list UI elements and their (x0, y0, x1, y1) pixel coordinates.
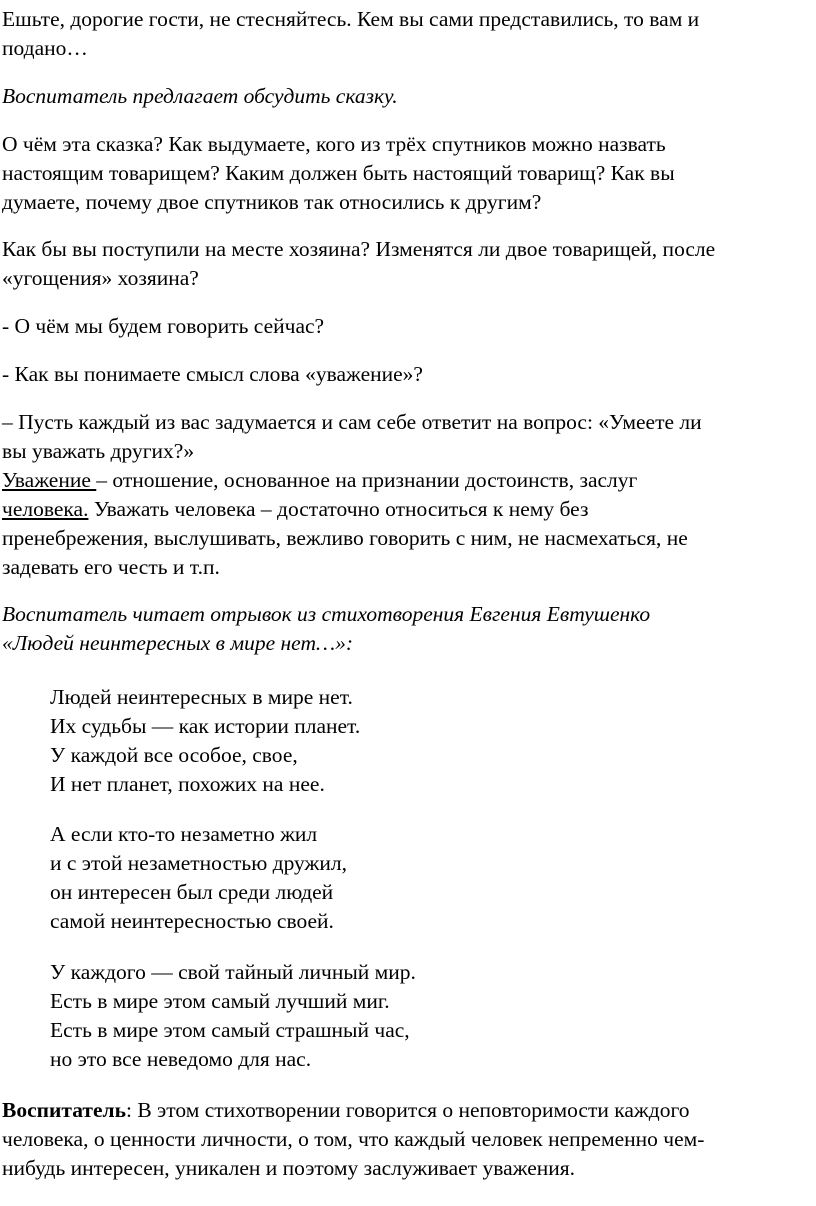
definition-line-1 (2, 466, 637, 495)
educator-note-poem-line-1: Воспитатель читает отрывок из стихотворения Евгения Евтушенко (2, 602, 651, 626)
poem-stanza-3-line-2: Есть в мире этом самый лучший миг. (50, 989, 390, 1013)
poem-stanza-1-line-3: У каждой все особое, свое, (50, 743, 298, 767)
definition-text: – отношение, основанное на признании достоинств, заслуг (96, 468, 638, 492)
poem-stanza-2-line-4: самой неинтересностью своей. (50, 909, 334, 933)
poem-stanza-2-line-3: он интересен был среди людей (50, 880, 334, 904)
educator-note-poem-line-2: «Людей неинтересных в мире нет…»: (2, 631, 353, 655)
host-question-line-1: Как бы вы поступили на месте хозяина? Изменятся ли двое товарищей, после (2, 237, 716, 261)
question-topic: - О чём мы будем говорить сейчас? (2, 314, 325, 338)
definition-line-2 (2, 495, 588, 524)
poem-stanza-1-line-1: Людей неинтересных в мире нет. (50, 685, 353, 709)
conclusion-text: : В этом стихотворении говорится о неповторимости каждого (125, 1098, 690, 1122)
definition-line-2-text: Уважать человека – достаточно относиться к нему без (88, 497, 589, 521)
questions-line-1: О чём эта сказка? Как выдумаете, кого из трёх спутников можно назвать (2, 132, 666, 156)
conclusion-line-2: человека, о ценности личности, о том, что каждый человек непременно чем- (2, 1127, 705, 1151)
paragraph-1-line-2: подано… (2, 36, 88, 60)
paragraph-1-line-1: Ешьте, дорогие гости, не стесняйтесь. Кем вы сами представились, то вам и (2, 7, 700, 31)
poem-stanza-2-line-1: А если кто-то незаметно жил (50, 822, 318, 846)
definition-line-4: задевать его честь и т.п. (2, 555, 220, 579)
question-respect-meaning: - Как вы понимаете смысл слова «уважение»? (2, 362, 423, 386)
poem-stanza-1-line-4: И нет планет, похожих на нее. (50, 772, 325, 796)
poem-stanza-2-line-2: и с этой незаметностью дружил, (50, 851, 347, 875)
reflection-line-2: вы уважать других?» (2, 439, 195, 463)
definition-term: Уважение (2, 468, 97, 492)
conclusion-line-1 (2, 1096, 690, 1125)
host-question-line-2: «угощения» хозяина? (2, 266, 199, 290)
poem-stanza-3-line-3: Есть в мире этом самый страшный час, (50, 1018, 410, 1042)
poem-stanza-3-line-1: У каждого — свой тайный личный мир. (50, 960, 416, 984)
poem-stanza-1-line-2: Их судьбы — как истории планет. (50, 714, 361, 738)
poem-stanza-3-line-4: но это все неведомо для нас. (50, 1047, 312, 1071)
questions-line-3: думаете, почему двое спутников так относились к другим? (2, 190, 542, 214)
conclusion-line-3: нибудь интересен, уникален и поэтому заслуживает уважения. (2, 1156, 576, 1180)
reflection-line-1: – Пусть каждый из вас задумается и сам себе ответит на вопрос: «Умеете ли (2, 410, 702, 434)
educator-note-discuss: Воспитатель предлагает обсудить сказку. (2, 84, 398, 108)
questions-line-2: настоящим товарищем? Каким должен быть настоящий товарищ? Как вы (2, 161, 675, 185)
speaker-label: Воспитатель (2, 1098, 126, 1122)
definition-line-3: пренебрежения, выслушивать, вежливо говорить с ним, не насмехаться, не (2, 526, 688, 550)
definition-underlined-word: человека. (2, 497, 89, 521)
